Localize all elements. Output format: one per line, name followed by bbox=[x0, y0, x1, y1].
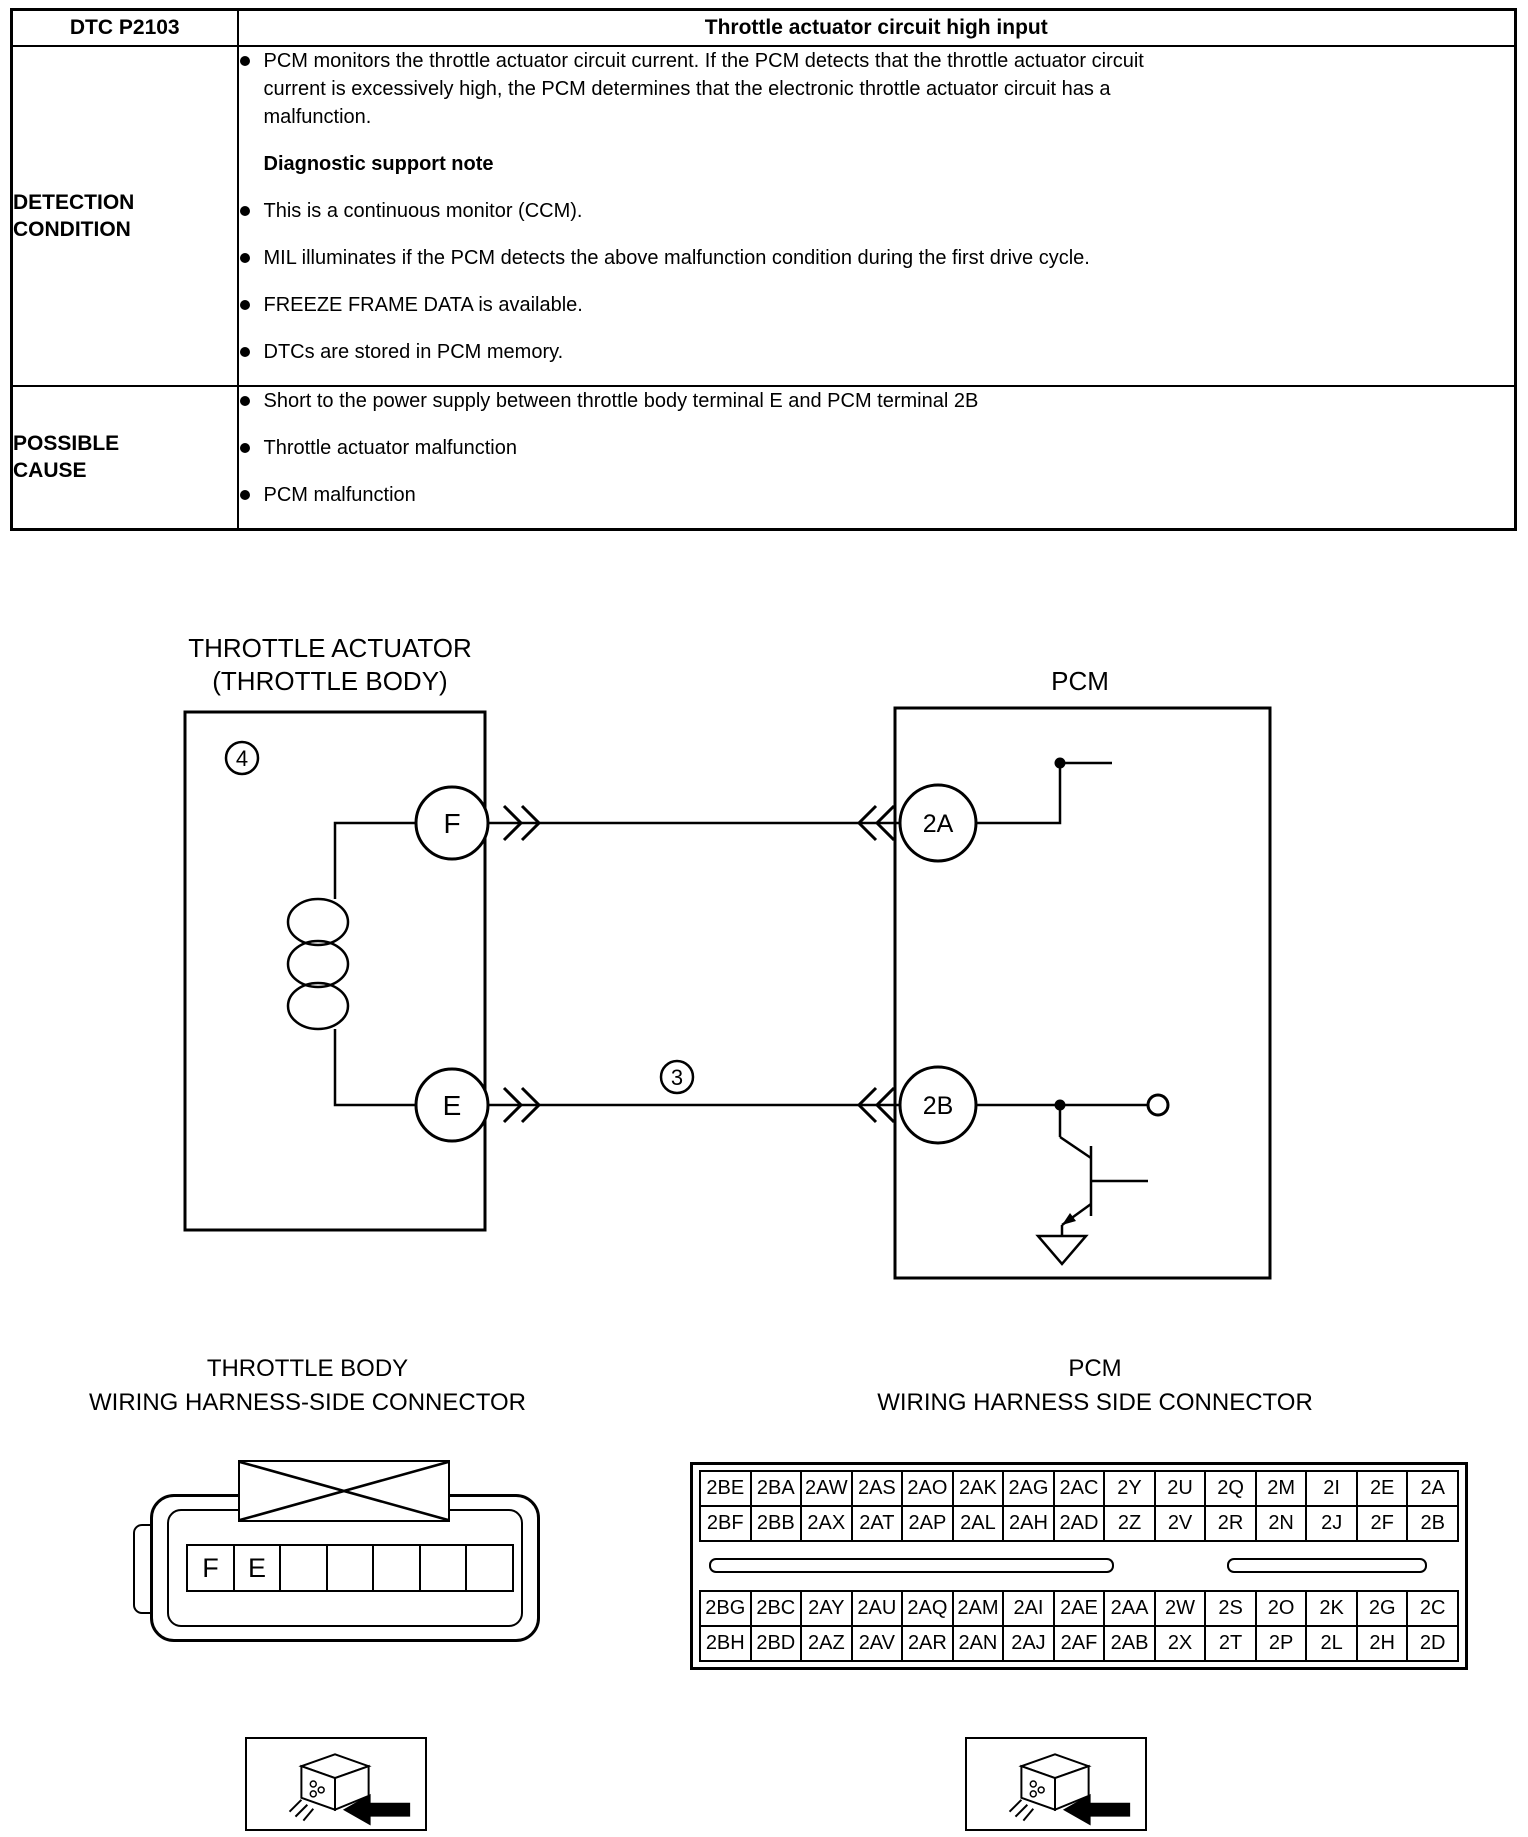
pin-cell: 2AN bbox=[953, 1626, 1004, 1661]
pin-cell: 2BE bbox=[700, 1471, 751, 1506]
callout-3-number: 3 bbox=[670, 1065, 684, 1090]
pin-cell: 2N bbox=[1256, 1506, 1307, 1541]
pin-cell: 2AP bbox=[902, 1506, 953, 1541]
pin-cell: 2AR bbox=[902, 1626, 953, 1661]
pin-cell: 2K bbox=[1306, 1591, 1357, 1626]
throttle-body-connector-title bbox=[85, 1352, 530, 1420]
pin-cell: 2A bbox=[1407, 1471, 1458, 1506]
pin-cell: 2B bbox=[1407, 1506, 1458, 1541]
key-bar bbox=[709, 1558, 1114, 1573]
throttle-body-pin-row bbox=[186, 1544, 514, 1592]
pin-cell: 2AA bbox=[1104, 1591, 1155, 1626]
pin-cell: 2AE bbox=[1054, 1591, 1105, 1626]
cause-bullet: Throttle actuator malfunction bbox=[239, 434, 1184, 462]
pin-cell: 2Z bbox=[1104, 1506, 1155, 1541]
key-bar bbox=[1227, 1558, 1427, 1573]
pin-row bbox=[700, 1626, 1458, 1661]
dtc-code: DTC P2103 bbox=[12, 10, 238, 46]
pin-row bbox=[700, 1591, 1458, 1626]
wiring-schematic bbox=[0, 630, 1528, 1290]
dtc-info-table bbox=[10, 8, 1517, 531]
pin-cell: 2S bbox=[1205, 1591, 1256, 1626]
pin-cell: 2C bbox=[1407, 1591, 1458, 1626]
pin-cell: 2U bbox=[1155, 1471, 1206, 1506]
detection-bullet: This is a continuous monitor (CCM). bbox=[239, 197, 1184, 225]
possible-cause-label-cell bbox=[12, 386, 238, 530]
detection-bullet: PCM monitors the throttle actuator circuit current. If the PCM detects that the throttle actuator circuit current is excessively high, the PCM determines that the electronic throttle actuator circuit has a malfunction. bbox=[239, 47, 1184, 131]
transistor-symbol bbox=[1060, 1105, 1148, 1225]
pcm-connector-title bbox=[855, 1352, 1335, 1420]
pin-cell: 2W bbox=[1155, 1591, 1206, 1626]
throttle-body-connector-title-line1: THROTTLE BODY bbox=[206, 1355, 409, 1382]
detection-bullet: DTCs are stored in PCM memory. bbox=[239, 338, 1184, 366]
cause-bullet: PCM malfunction bbox=[239, 481, 1184, 509]
pin-cell: 2AL bbox=[953, 1506, 1004, 1541]
connector-keyway-box bbox=[238, 1460, 450, 1522]
terminal-2a-label: 2A bbox=[922, 810, 954, 838]
detection-condition-content bbox=[238, 46, 1516, 386]
pin-cell: 2X bbox=[1155, 1626, 1206, 1661]
pin-cell: 2L bbox=[1306, 1626, 1357, 1661]
pin-cell: 2Q bbox=[1205, 1471, 1256, 1506]
pin-cell-e: E bbox=[233, 1544, 282, 1592]
callout-4-number: 4 bbox=[235, 746, 249, 771]
callout-4 bbox=[226, 742, 258, 774]
pin-cell: 2R bbox=[1205, 1506, 1256, 1541]
pin-cell: 2AK bbox=[953, 1471, 1004, 1506]
pin-cell: 2AB bbox=[1104, 1626, 1155, 1661]
terminal-2a bbox=[900, 785, 976, 861]
terminal-2b-label: 2B bbox=[922, 1092, 954, 1120]
pin-cell: 2AS bbox=[852, 1471, 903, 1506]
pin-cell: 2BH bbox=[700, 1626, 751, 1661]
pin-cell: 2AO bbox=[902, 1471, 953, 1506]
pin-cell-empty bbox=[279, 1544, 328, 1592]
pin-cell-f: F bbox=[186, 1544, 235, 1592]
connector-key-bars bbox=[699, 1552, 1459, 1580]
pin-cell: 2I bbox=[1306, 1471, 1357, 1506]
ground-symbol bbox=[1038, 1225, 1086, 1264]
detection-intro-list bbox=[239, 47, 1515, 131]
pin-cell: 2AM bbox=[953, 1591, 1004, 1626]
pin-cell: 2H bbox=[1357, 1626, 1408, 1661]
pin-cell: 2AW bbox=[801, 1471, 852, 1506]
pin-cell: 2AQ bbox=[902, 1591, 953, 1626]
pin-cell: 2V bbox=[1155, 1506, 1206, 1541]
terminal-f bbox=[416, 787, 488, 859]
pin-cell-empty bbox=[372, 1544, 421, 1592]
diagnostic-support-note-heading: Diagnostic support note bbox=[263, 152, 494, 175]
pin-cell: 2D bbox=[1407, 1626, 1458, 1661]
connector-view-icon bbox=[970, 1740, 1142, 1828]
pin-cell: 2P bbox=[1256, 1626, 1307, 1661]
pin-cell-empty bbox=[419, 1544, 468, 1592]
pin-cell: 2BB bbox=[751, 1506, 802, 1541]
pcm-title: PCM bbox=[1051, 666, 1109, 696]
pin-cell: 2AG bbox=[1003, 1471, 1054, 1506]
pin-cell: 2F bbox=[1357, 1506, 1408, 1541]
pin-cell: 2AX bbox=[801, 1506, 852, 1541]
dtc-header-row bbox=[12, 10, 1516, 46]
pcm-driver-circuit bbox=[976, 1095, 1168, 1264]
detection-condition-label-cell bbox=[12, 46, 238, 386]
pin-cell: 2AV bbox=[852, 1626, 903, 1661]
pin-cell: 2E bbox=[1357, 1471, 1408, 1506]
pin-cell: 2BD bbox=[751, 1626, 802, 1661]
pin-cell: 2G bbox=[1357, 1591, 1408, 1626]
pin-cell: 2M bbox=[1256, 1471, 1307, 1506]
pin-cell: 2BF bbox=[700, 1506, 751, 1541]
possible-cause-content bbox=[238, 386, 1516, 530]
detection-condition-row bbox=[12, 46, 1516, 386]
detection-bullet-list bbox=[239, 197, 1515, 366]
pin-cell: 2AU bbox=[852, 1591, 903, 1626]
pin-cell: 2AT bbox=[852, 1506, 903, 1541]
pcm-connector-title-line2: WIRING HARNESS SIDE CONNECTOR bbox=[877, 1389, 1313, 1416]
throttle-body-view-direction-box bbox=[245, 1737, 427, 1831]
coil-symbol bbox=[288, 823, 416, 1105]
pin-cell: 2BA bbox=[751, 1471, 802, 1506]
pcm-connector-title-line1: PCM bbox=[1068, 1355, 1122, 1382]
possible-cause-row bbox=[12, 386, 1516, 530]
detection-condition-label: DETECTION CONDITION bbox=[13, 190, 135, 241]
pcm-connector-pin-grid bbox=[690, 1462, 1468, 1670]
pin-cell: 2AZ bbox=[801, 1626, 852, 1661]
detection-bullet: FREEZE FRAME DATA is available. bbox=[239, 291, 1184, 319]
pin-cell-empty bbox=[326, 1544, 375, 1592]
connector-view-icon bbox=[250, 1740, 422, 1828]
pin-cell: 2BC bbox=[751, 1591, 802, 1626]
pin-cell-empty bbox=[465, 1544, 514, 1592]
pin-cell: 2AY bbox=[801, 1591, 852, 1626]
x-cross-icon bbox=[240, 1462, 448, 1520]
pin-cell: 2Y bbox=[1104, 1471, 1155, 1506]
terminal-f-label: F bbox=[443, 808, 461, 839]
pin-cell: 2AD bbox=[1054, 1506, 1105, 1541]
pin-cell: 2AC bbox=[1054, 1471, 1105, 1506]
callout-3 bbox=[661, 1061, 693, 1093]
throttle-actuator-title-line2: (THROTTLE BODY) bbox=[212, 666, 448, 696]
terminal-e-label: E bbox=[442, 1090, 462, 1121]
detection-bullet: MIL illuminates if the PCM detects the above malfunction condition during the first drive cycle. bbox=[239, 244, 1184, 272]
throttle-actuator-title-line1: THROTTLE ACTUATOR bbox=[188, 633, 472, 663]
pin-cell: 2O bbox=[1256, 1591, 1307, 1626]
pcm-pin-table-upper bbox=[699, 1470, 1459, 1542]
dtc-title: Throttle actuator circuit high input bbox=[238, 10, 1516, 46]
open-terminal-circle bbox=[1148, 1095, 1168, 1115]
pin-cell: 2AJ bbox=[1003, 1626, 1054, 1661]
pin-cell: 2J bbox=[1306, 1506, 1357, 1541]
pcm-view-direction-box bbox=[965, 1737, 1147, 1831]
throttle-body-connector-drawing bbox=[150, 1452, 542, 1648]
pin-cell: 2AF bbox=[1054, 1626, 1105, 1661]
pcm-power-feed bbox=[976, 758, 1112, 824]
possible-cause-bullet-list bbox=[239, 387, 1515, 509]
possible-cause-label: POSSIBLE CAUSE bbox=[13, 432, 120, 482]
terminal-2b bbox=[900, 1067, 976, 1143]
throttle-body-connector-title-line2: WIRING HARNESS-SIDE CONNECTOR bbox=[89, 1389, 526, 1416]
pin-cell: 2T bbox=[1205, 1626, 1256, 1661]
pin-row bbox=[700, 1506, 1458, 1541]
pin-cell: 2AH bbox=[1003, 1506, 1054, 1541]
pin-cell: 2BG bbox=[700, 1591, 751, 1626]
pin-row bbox=[700, 1471, 1458, 1506]
cause-bullet: Short to the power supply between throttle body terminal E and PCM terminal 2B bbox=[239, 387, 1184, 415]
pcm-pin-table-lower bbox=[699, 1590, 1459, 1662]
pin-cell: 2AI bbox=[1003, 1591, 1054, 1626]
terminal-e bbox=[416, 1069, 488, 1141]
